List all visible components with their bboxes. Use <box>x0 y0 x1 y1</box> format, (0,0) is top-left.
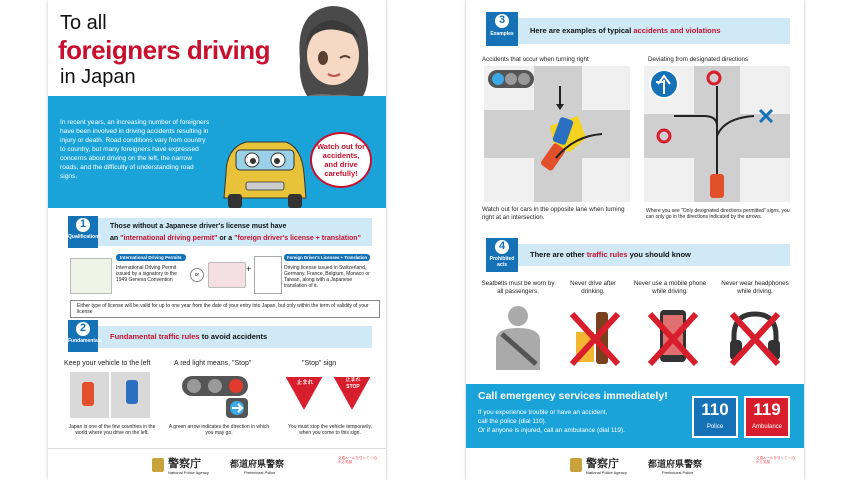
emergency-line-1: If you experience trouble or have an accident, <box>478 409 608 416</box>
idp-booklet-image <box>70 258 112 294</box>
right-turn-accident-illustration <box>484 66 630 202</box>
examples-heading <box>530 26 721 36</box>
section-1-number: 1 <box>76 218 90 232</box>
seatbelt-icon <box>490 304 546 370</box>
qualifications-text-1: Those without a Japanese driver's license must have <box>110 223 287 230</box>
no-headphones-icon <box>726 306 784 368</box>
no-phone-icon <box>646 306 700 368</box>
keep-left-road <box>70 372 150 418</box>
section-2-number: 2 <box>76 322 90 336</box>
footer-divider <box>48 448 386 449</box>
section-2-label: Fundamentals <box>68 338 102 344</box>
npa-name-jp: 警察庁 <box>168 458 201 470</box>
right-turn-title: Accidents that occur when turning right <box>482 56 589 63</box>
section-2-badge <box>68 320 102 352</box>
intro-text: In recent years, an increasing number of foreigners have been involved in driving accidents resulting in injury or death. Road conditions vary from country to country, but many foreigners have expressed concerns about driving on the left, the narrow roads, and the difficulty of understanding road signs. <box>60 119 210 180</box>
stop-sign-caption: You must stop the vehicle temporarily, when you come to this sign. <box>288 424 372 436</box>
ph-red: traffic rules <box>586 250 628 259</box>
stop-sign-2-text-jp: 止まれ <box>345 377 361 383</box>
fdl-title: Foreign Driver's Licenses + Translation <box>284 254 370 261</box>
ph-rest: There are other <box>530 250 587 259</box>
fh-red: Fundamental traffic rules <box>110 332 200 341</box>
right-turn-caption: Watch out for cars in the opposite lane when turning right at an intersection. <box>482 206 625 221</box>
section-1-badge <box>68 216 102 248</box>
translation-document-image <box>254 256 282 294</box>
caution-speech-bubble: Watch out for accidents, and drive carefully! <box>310 132 372 188</box>
section-4-number: 4 <box>495 240 509 254</box>
ambulance-number-card <box>744 396 790 438</box>
eh-red: accidents and violations <box>633 26 721 35</box>
validity-note: Either type of license will be valid for up to one year from the date of your entry into Japan, but only within the term of validity of your license <box>70 300 380 318</box>
section-3-label: Examples <box>490 31 514 37</box>
npa-name-en: National Police Agency <box>168 470 209 475</box>
npa-name-en: National Police Agency <box>586 470 627 475</box>
prefectural-police-jp: 都道府県警察 <box>230 459 285 469</box>
plus-sign: + <box>246 264 252 274</box>
idp-title: International Driving Permits <box>116 254 186 261</box>
ph-end: you should know <box>627 250 691 259</box>
section-3-badge <box>486 12 518 46</box>
phone-rule: Never use a mobile phone while driving. <box>633 280 707 295</box>
qt-b: "international driving permit" <box>120 235 218 242</box>
npa-emblem-icon <box>152 458 164 472</box>
flyer-page-2 <box>466 0 804 480</box>
seatbelt-rule: Seatbelts must be worn by all passengers. <box>481 280 555 295</box>
police-label: Police <box>706 424 724 430</box>
or-divider: or <box>190 268 204 282</box>
npa-name-jp: 警察庁 <box>586 458 619 470</box>
fundamentals-heading <box>110 332 267 342</box>
emergency-line-3: Or if anyone is injured, call an ambulance (dial 119). <box>478 427 625 434</box>
designated-directions-caption: Where you see "Only designated directions permitted" signs, you can only go in the directions indicated by the arrows. <box>646 208 790 220</box>
traffic-safety-logo: 交通ルールを守って つながる笑顔 <box>338 456 378 464</box>
section-4-badge <box>486 238 518 272</box>
keep-left-title: Keep your vehicle to the left <box>64 360 151 367</box>
section-3-number: 3 <box>495 14 509 28</box>
drink-rule: Never drive after drinking. <box>570 280 616 295</box>
stop-sign-1-text: 止まれ <box>296 380 314 386</box>
title-line-2: foreigners driving <box>58 35 271 65</box>
prefectural-police-en: Prefectural Police <box>244 470 276 475</box>
prohibited-heading <box>530 250 691 260</box>
prefectural-police-en: Prefectural Police <box>662 470 694 475</box>
emergency-title: Call emergency services immediately! <box>478 390 668 402</box>
title-line-1: To all <box>60 12 107 34</box>
ambulance-number: 119 <box>753 400 781 419</box>
flyer-page-1 <box>48 0 386 480</box>
qualifications-text-2 <box>110 234 361 244</box>
keep-left-caption: Japan is one of the few countries in the world where you drive on the left. <box>68 424 156 436</box>
emergency-line-2: call the police (dial 110). <box>478 418 547 425</box>
foreign-license-image <box>208 262 246 288</box>
red-light-title: A red light means, "Stop" <box>174 360 252 367</box>
ambulance-label: Ambulance <box>751 424 783 430</box>
fh-rest: to avoid accidents <box>199 332 268 341</box>
red-light-caption: A green arrow indicates the direction in which you may go. <box>168 424 270 436</box>
stop-sign-2-text-en: STOP <box>346 384 360 390</box>
headphones-rule: Never wear headphones while driving. <box>721 280 789 295</box>
police-number-card <box>692 396 738 438</box>
stop-sign-title: "Stop" sign <box>302 360 337 367</box>
title-line-3: in Japan <box>60 66 136 88</box>
traffic-light-with-arrow-illustration <box>180 374 266 420</box>
eh-rest: Here are examples of typical <box>530 26 634 35</box>
no-drinking-icon <box>568 306 622 368</box>
qt-a: an <box>110 235 121 242</box>
section-1-label: Qualifications <box>68 234 102 240</box>
yellow-car-illustration <box>216 128 312 212</box>
qt-c: or a <box>217 235 235 242</box>
traffic-safety-logo: 交通ルールを守って つながる笑顔 <box>756 456 796 464</box>
npa-emblem-icon <box>570 458 582 472</box>
qt-d: "foreign driver's license + translation" <box>234 235 361 242</box>
fdl-text: Driving license issued in Switzerland, Germany, France, Belgium, Monaco or Taiwan, along with a Japanese translation of it. <box>284 265 370 289</box>
designated-directions-title: Deviating from designated directions <box>648 56 749 63</box>
idp-text: International Driving Permit issued by a signatory to the 1949 Geneva Convention <box>116 265 177 283</box>
section-4-label: Prohibited acts <box>489 256 515 268</box>
prefectural-police-jp: 都道府県警察 <box>648 459 703 469</box>
police-number: 110 <box>701 400 729 419</box>
designated-directions-illustration <box>644 66 790 202</box>
